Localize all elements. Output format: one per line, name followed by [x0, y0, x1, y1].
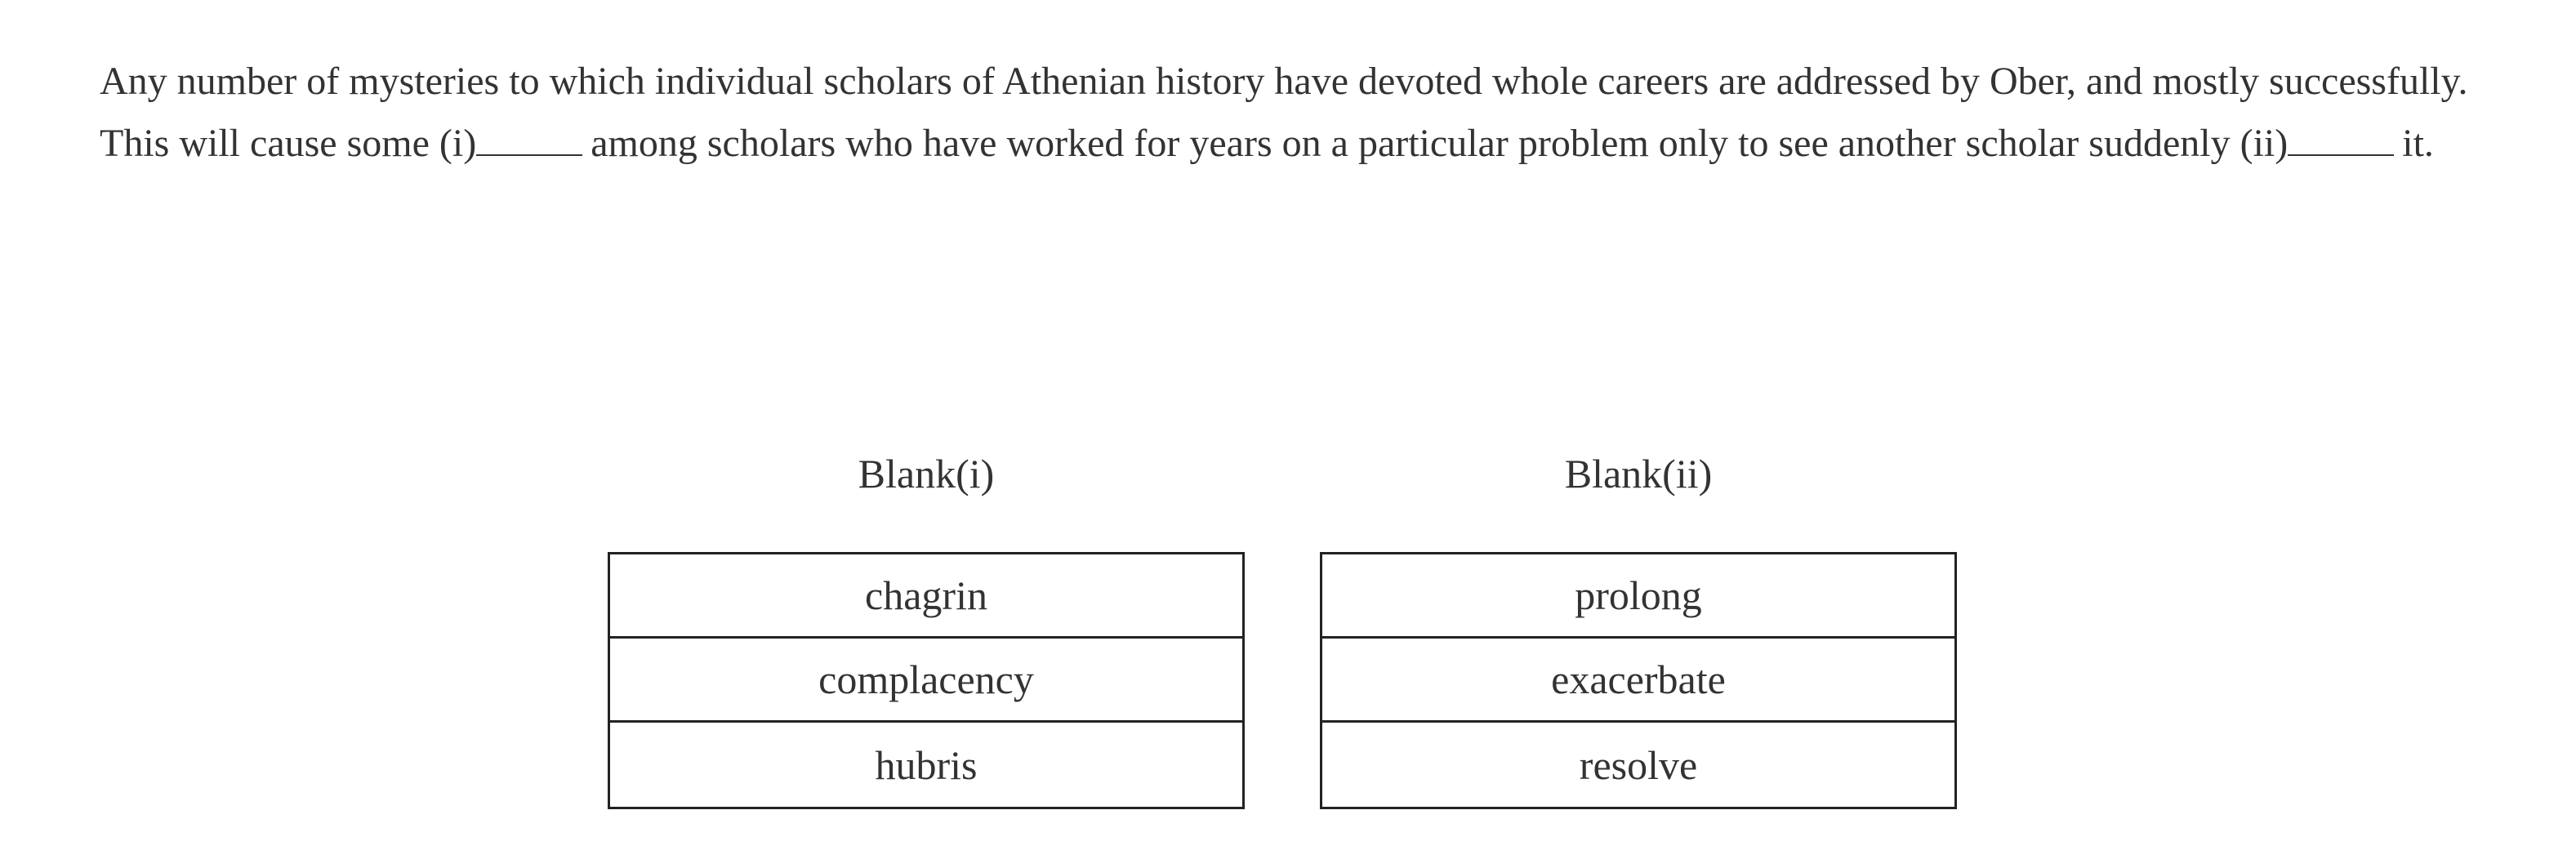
question-passage — [100, 51, 2485, 175]
blank-ii-line — [2288, 117, 2394, 156]
blank-ii-option-exacerbate[interactable]: exacerbate — [1322, 639, 1954, 723]
passage-text-part-3: it. — [2402, 122, 2434, 165]
blank-ii-option-resolve[interactable]: resolve — [1579, 741, 1698, 788]
blank-ii-column — [1320, 441, 1957, 809]
blank-i-option-hubris[interactable]: hubris — [875, 741, 978, 788]
blank-i-choices — [608, 552, 1245, 809]
blank-i-line — [476, 117, 582, 156]
blank-i-option-chagrin[interactable]: chagrin — [610, 554, 1242, 639]
passage-text-part-1: Any number of mysteries to which individual scholars of Athenian history have devoted whole careers are addressed by Ober, and mostly successfully. This will cause some (i) — [100, 60, 2468, 165]
blank-ii-option-prolong[interactable]: prolong — [1322, 554, 1954, 639]
blank-i-header: Blank(i) — [858, 451, 995, 496]
blank-ii-choices — [1320, 552, 1957, 809]
blank-ii-header: Blank(ii) — [1564, 451, 1713, 496]
passage-text-part-2: among scholars who have worked for years on a particular problem only to see another scholar suddenly (ii) — [591, 122, 2289, 165]
blank-i-option-complacency[interactable]: complacency — [610, 639, 1242, 723]
blank-i-column — [608, 441, 1245, 809]
